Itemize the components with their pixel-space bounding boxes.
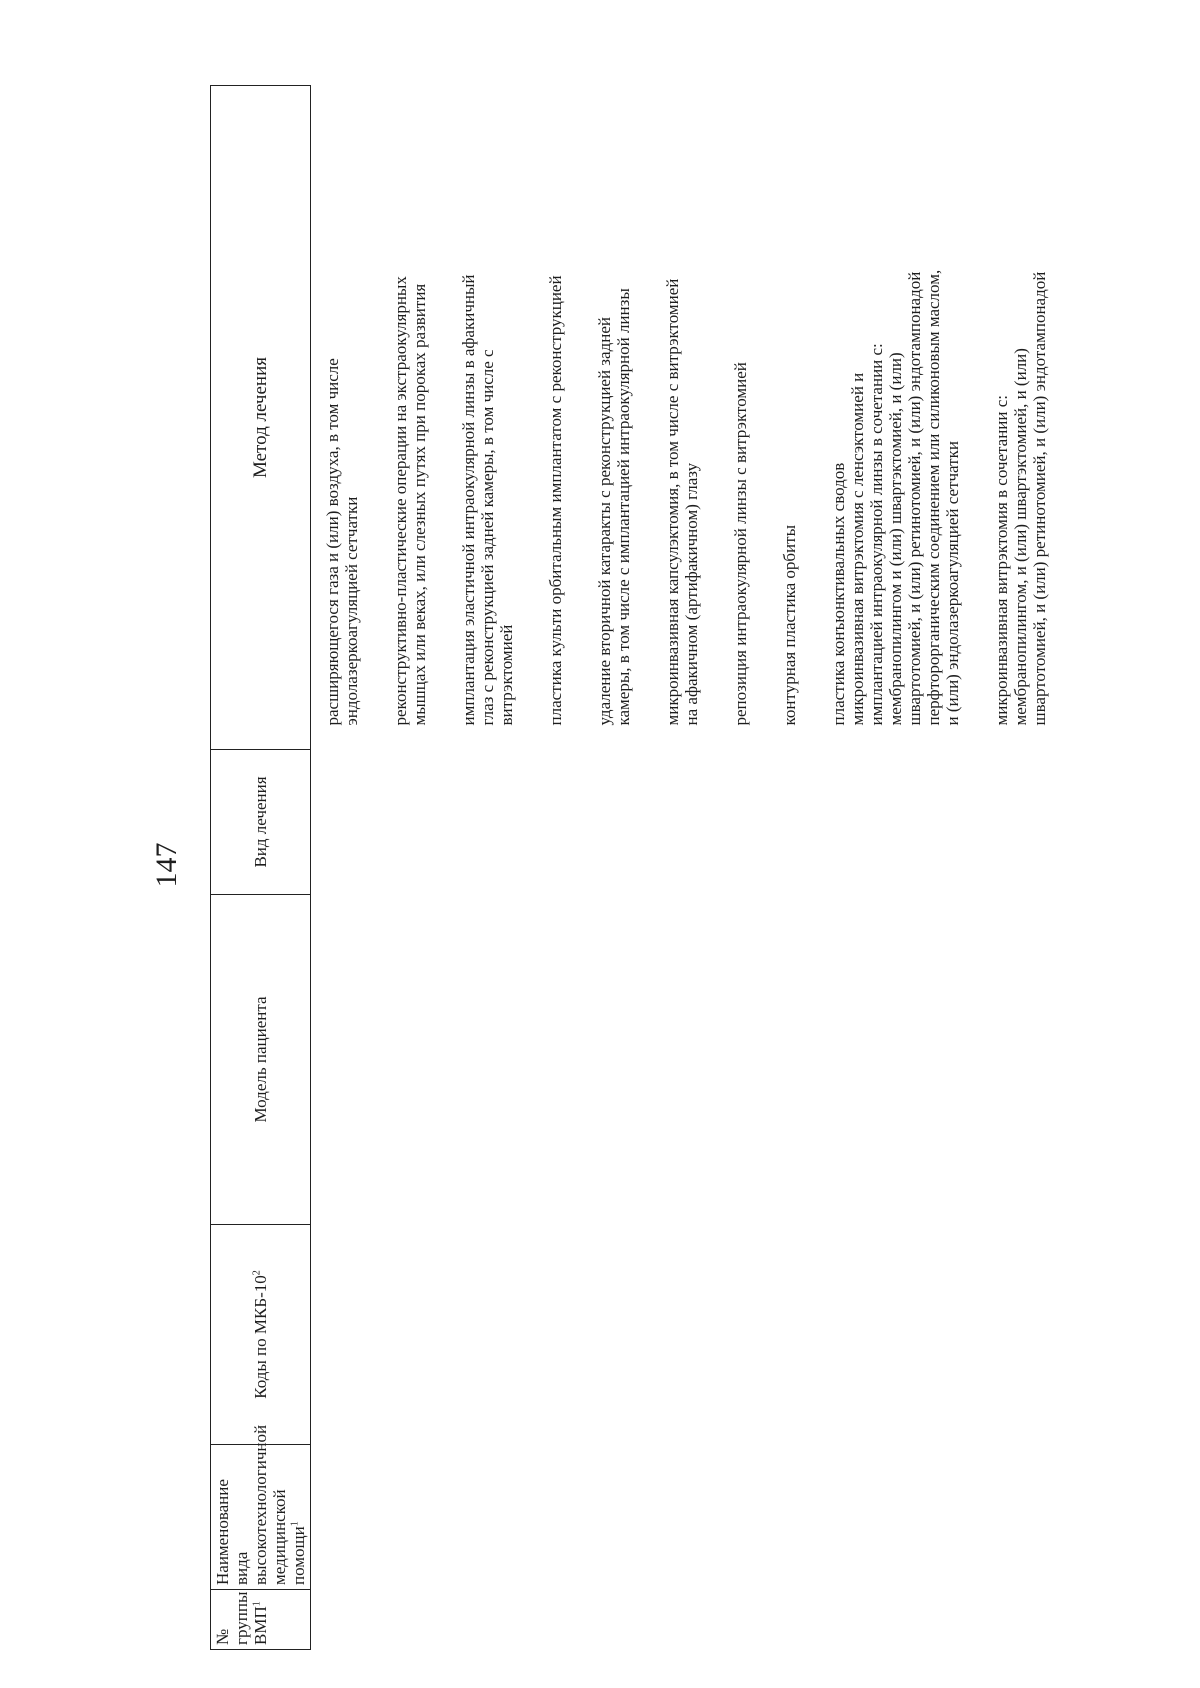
vmp-table [210, 85, 1079, 1650]
header-treatment-kind: Вид лечения [211, 750, 311, 895]
treatment-method-item: пластика конъюнктивальных сводов микроинвазивная витрэктомия с ленсэктомией и имплантацией интраокулярной линзы в сочетании с: мембранопилингом и (или) швартэктомией, и (или) швартотомией, и (или) ретинотомией, и (или) эндотампонадой перфторорганическим соединением или силиконовым маслом, и (или) эндолазеркоагуляцией сетчатки [829, 269, 962, 726]
header-group-number: № группы ВМП$^1$ [211, 1590, 311, 1650]
treatment-method-item: удаление вторичной катаракты с реконструкцией задней камеры, в том числе с имплантацией интраокулярной линзы [595, 288, 633, 726]
footnote-mark: 1 [251, 1601, 263, 1607]
page-number: 147 [150, 842, 183, 888]
treatment-method-item: расширяющегося газа и (или) воздуха, в том числе эндолазеркоагуляцией сетчатки [323, 358, 361, 726]
treatment-method-item: микроинвазивная капсулэктомия, в том числе с витрэктомией на афакичном (артифакичном) глазу [663, 278, 701, 726]
treatment-method-item: пластика культи орбитальным имплантатом с реконструкцией [546, 275, 565, 726]
header-icd10-codes: Коды по МКБ-$10^2$ [211, 1225, 311, 1445]
treatment-method-item: имплантация эластичной интраокулярной линзы в афакичный глаз с реконструкцией задней камеры, в том числе с витрэктомией [459, 274, 516, 726]
treatment-method-item: контурная пластика орбиты [780, 524, 799, 726]
rotated-page [150, 75, 1080, 1655]
treatment-method-item: реконструктивно-пластические операции на экстраокулярных мышцах или веках, или слезных путях при пороках развития [391, 276, 429, 726]
table-row [311, 86, 1080, 1650]
table-header-row [211, 86, 311, 1650]
header-treatment-method: Метод лечения [211, 86, 311, 750]
footnote-mark: 2 [251, 1270, 263, 1276]
treatment-method-item: микроинвазивная витрэктомия в сочетании с: мембранопилингом, и (или) швартэктомией, и (или) швартотомией, и (или) ретинотомией, и (или) эндотампонадой [992, 271, 1049, 726]
treatment-method-item: репозиция интраокулярной линзы с витрэктомией [731, 362, 750, 726]
header-patient-model: Модель пациента [211, 895, 311, 1225]
header-care-type-name: Наименование вида высокотехнологичной медицинской помощи$^1$ [211, 1445, 311, 1590]
footnote-mark: 1 [289, 1521, 301, 1527]
treatment-method-cell [311, 86, 1080, 750]
